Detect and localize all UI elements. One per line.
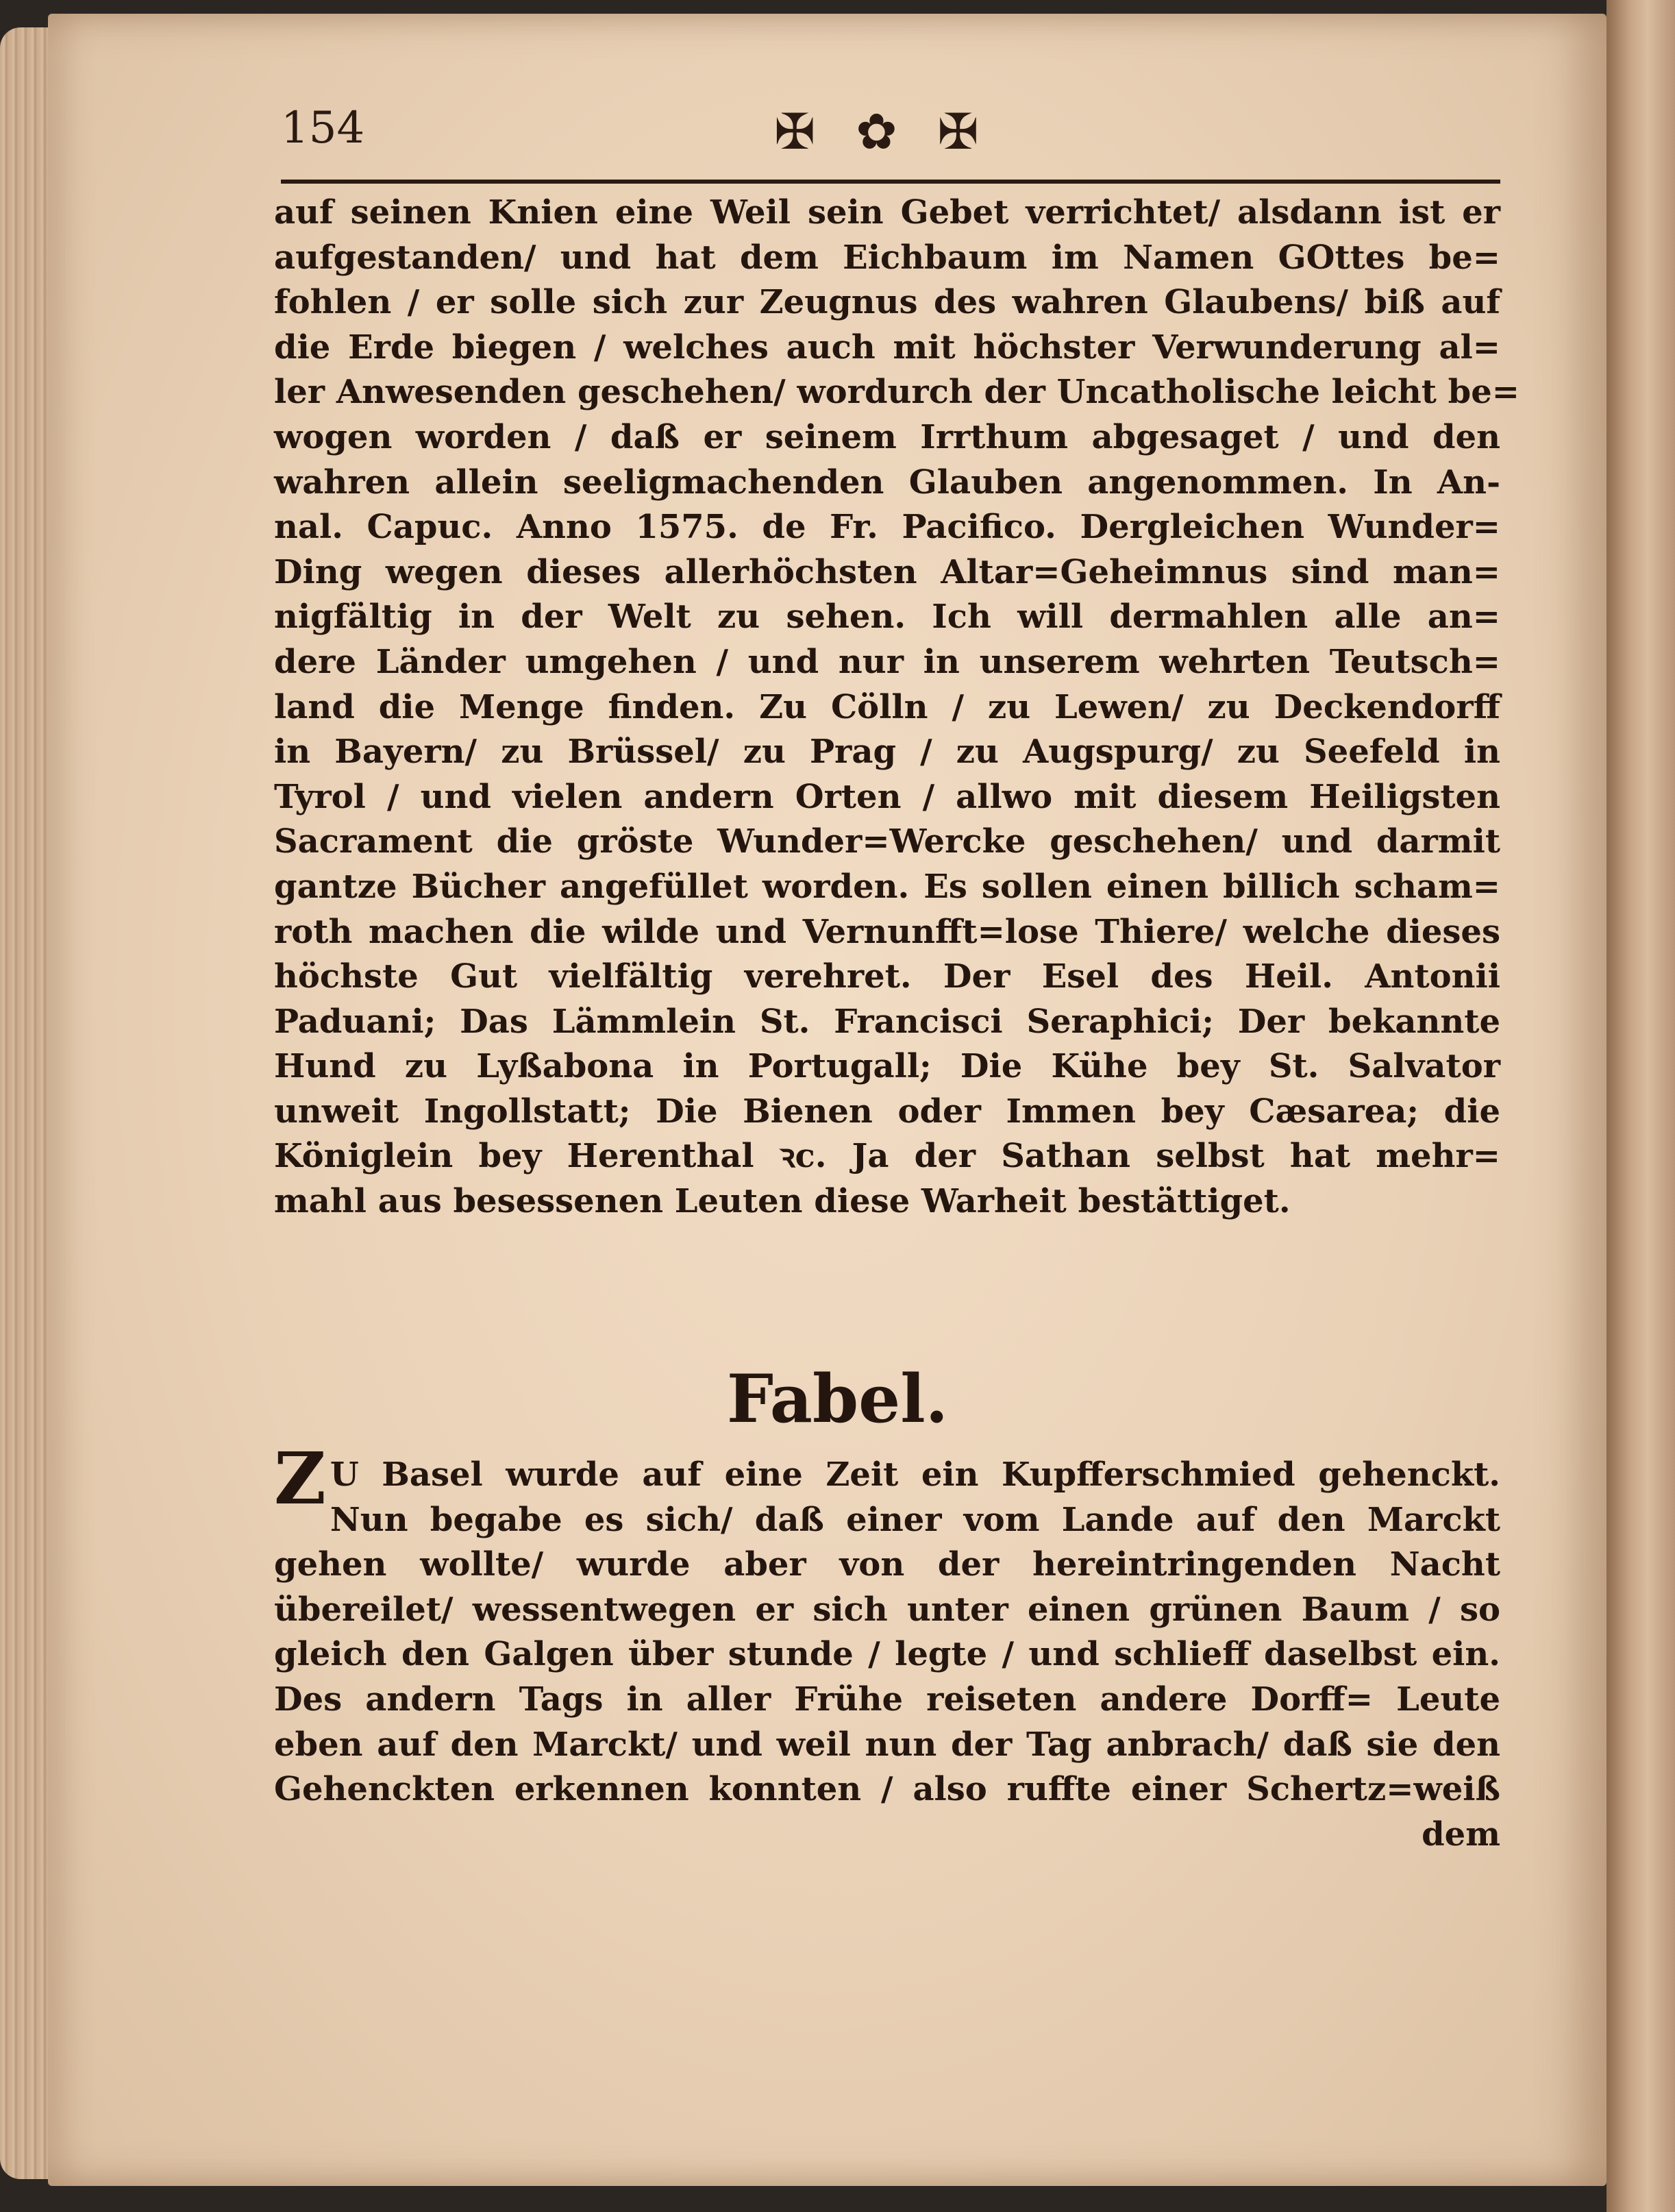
text-line: Paduani; Das Lämmlein St. Francisci Seraphici; Der bekannte [274, 1002, 1500, 1041]
fable-heading: Fabel. [726, 1360, 949, 1438]
text-line: gleich den Galgen über stunde / legte / und schlieff daselbst ein. [274, 1635, 1500, 1674]
catchword: dem [1422, 1815, 1500, 1854]
text-line: U Basel wurde auf eine Zeit ein Kupfferschmied gehenckt. [330, 1455, 1500, 1494]
text-line: unweit Ingollstatt; Die Bienen oder Immen bey Cæsarea; die [274, 1092, 1500, 1131]
text-line: Ding wegen dieses allerhöchsten Altar=Geheimnus sind man= [274, 552, 1500, 591]
text-line: ler Anwesenden geschehen/ wordurch der Uncatholische leicht be= [274, 373, 1519, 412]
text-line: Tyrol / und vielen andern Orten / allwo mit diesem Heiligsten [274, 777, 1500, 816]
text-line: übereilet/ wessentwegen er sich unter einen grünen Baum / so [274, 1590, 1500, 1629]
drop-cap: Z [274, 1436, 326, 1521]
text-line: eben auf den Marckt/ und weil nun der Tag anbrach/ daß sie den [274, 1725, 1500, 1764]
text-line: land die Menge finden. Zu Cölln / zu Lewen/ zu Deckendorff [274, 687, 1500, 726]
header-ornament-icon: ✠ ✿ ✠ [774, 103, 991, 160]
fable-text-block [274, 1436, 1500, 1857]
text-line: Nun begabe es sich/ daß einer vom Lande auf den Marckt [330, 1500, 1500, 1539]
page-number: 154 [281, 103, 365, 153]
text-line: höchste Gut vielfältig verehret. Der Esel des Heil. Antonii [274, 957, 1500, 996]
text-line: mahl aus besessenen Leuten diese Warheit bestättiget. [274, 1182, 1291, 1221]
text-line: aufgestanden/ und hat dem Eichbaum im Namen GOttes be= [274, 238, 1500, 277]
text-line: in Bayern/ zu Brüssel/ zu Prag / zu Augspurg/ zu Seefeld in [274, 733, 1500, 772]
text-line: dere Länder umgehen / und nur in unserem wehrten Teutsch= [274, 642, 1500, 681]
text-line: gantze Bücher angefüllet worden. Es sollen einen billich scham= [274, 867, 1500, 906]
book-gutter [1606, 0, 1675, 2212]
text-line: die Erde biegen / welches auch mit höchster Verwunderung al= [274, 328, 1500, 367]
text-line: Gehenckten erkennen konnten / also ruffte einer Schertz=weiß [274, 1770, 1500, 1809]
text-line: wahren allein seeligmachenden Glauben angenommen. In An- [274, 463, 1500, 502]
text-line: Sacrament die gröste Wunder=Wercke geschehen/ und darmit [274, 822, 1500, 861]
text-line: nigfältig in der Welt zu sehen. Ich will dermahlen alle an= [274, 598, 1500, 637]
text-line: roth machen die wilde und Vernunfft=lose Thiere/ welche dieses [274, 912, 1500, 951]
header-rule [281, 180, 1500, 184]
main-text-block [274, 191, 1519, 1225]
text-line: Des andern Tags in aller Frühe reiseten andere Dorff= Leute [274, 1680, 1500, 1719]
text-line: Hund zu Lyßabona in Portugall; Die Kühe bey St. Salvator [274, 1047, 1500, 1086]
text-line: gehen wollte/ wurde aber von der hereintringenden Nacht [274, 1545, 1500, 1584]
text-line: Königlein bey Herenthal ꝛc. Ja der Sathan selbst hat mehr= [274, 1137, 1500, 1176]
text-line: auf seinen Knien eine Weil sein Gebet verrichtet/ alsdann ist er [274, 193, 1500, 232]
text-line: wogen worden / daß er seinem Irrthum abgesaget / und den [274, 417, 1500, 456]
text-line: nal. Capuc. Anno 1575. de Fr. Pacifico. Dergleichen Wunder= [274, 508, 1500, 547]
text-line: fohlen / er solle sich zur Zeugnus des wahren Glaubens/ biß auf [274, 283, 1500, 322]
